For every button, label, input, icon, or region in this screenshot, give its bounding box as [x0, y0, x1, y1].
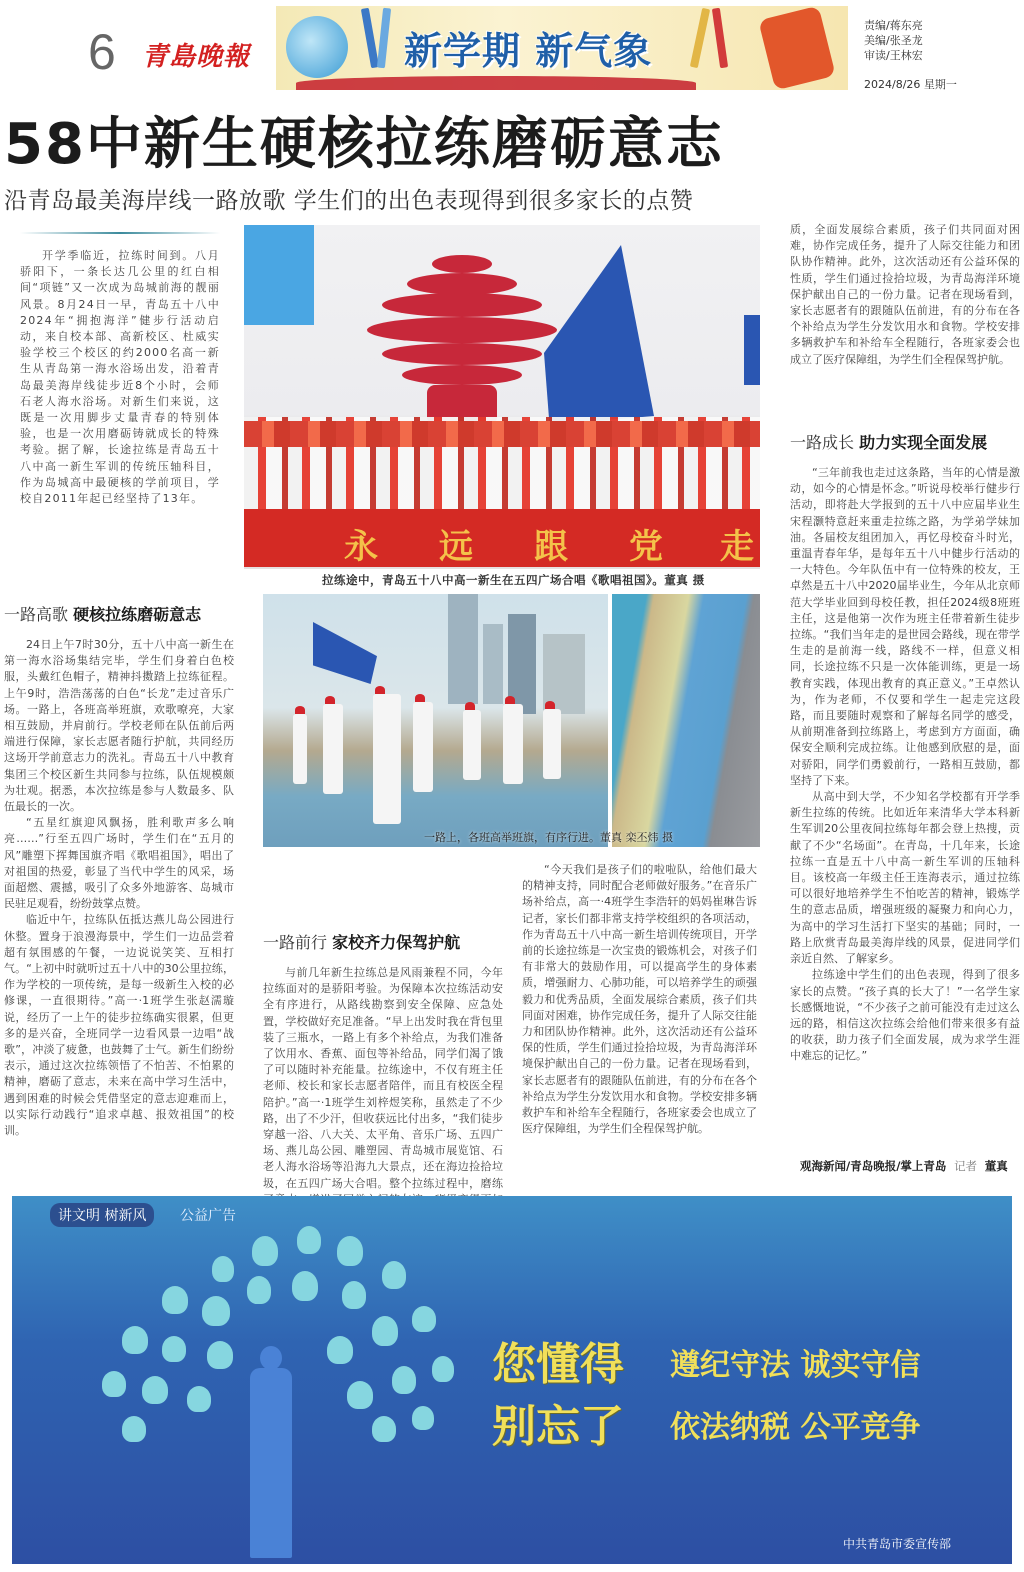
- pencil-icon: [690, 8, 710, 68]
- ad-slogan-big-1: 您懂得: [492, 1339, 624, 1390]
- byline-name: 董真: [984, 1159, 1008, 1173]
- editor-credit: 责编/蒋东亮: [864, 19, 923, 32]
- section-heading-light: 一路前行: [263, 933, 328, 952]
- banner-char: 永: [344, 527, 378, 567]
- byline-role: 记者: [954, 1159, 978, 1173]
- class-flag: [313, 622, 377, 684]
- section-heading-1: [4, 602, 201, 625]
- pencil-icon: [361, 8, 379, 68]
- banner-char: 跟: [534, 527, 568, 567]
- section-heading-light: 一路高歌: [4, 605, 69, 624]
- paragraph: 临近中午，拉练队伍抵达燕儿岛公园进行休整。置身于浪漫海景中，学生们一边品尝着超有氛围感的午餐，一边说说笑笑、互相打气。“上初中时就听过五十八中的30公里拉练，作为学校的一项传统，是每一级新生入校的必修课，一直很期待。”高一·1班学生张赵濡璇说，经历了一上午的徒步拉练确实很累，但更多的是兴奋，全班同学一边看风景一边唱“战歌”，冲淡了疲惫，也鼓舞了士气。新生们纷纷表示，通过这次拉练领悟了不怕苦、不怕累的精神，磨砺了意志，未来在高中学习生活中，遇到困难的时候会凭借坚定的意志迎难而上，以实际行动践行“追求卓越、报效祖国”的校训。: [4, 913, 234, 1138]
- paragraph: 拉练途中学生们的出色表现，得到了很多家长的点赞。“孩子真的长大了！”一名学生家长感慨地说，“不少孩子之前可能没有走过这么远的路，相信这次拉练会给他们带来很多有益的收获，助力孩子们全面发展，成为求学生涯中难忘的记忆。”: [790, 968, 1020, 1063]
- paragraph: 质，全面发展综合素质，孩子们共同面对困难，协作完成任务，提升了人际交往能力和团队协作精神。此外，这次活动还有公益环保的性质，学生们通过捡拾垃圾，为青岛海洋环境保护献出自己的一份力量。记者在现场看到，家长志愿者有的跟随队伍前进，有的分布在各个补给点为学生分发饮用水和食物。学校安排多辆救护车和补给车全程随行，各班家委会也成立了医疗保障组，为学生们全程保驾护航。: [790, 223, 1020, 366]
- section-heading-2: [263, 930, 460, 953]
- flag: [744, 315, 760, 385]
- divider: [20, 232, 220, 234]
- section-banner: [276, 6, 848, 90]
- section-heading-bold: 家校齐力保驾护航: [332, 933, 461, 952]
- person-silhouette-head: [260, 1346, 282, 1370]
- column-4-text: [790, 465, 1020, 1155]
- lead-paragraph: 开学季临近，拉练时间到。八月骄阳下，一条长达几公里的红白相间“项链”又一次成为岛城前海的靓丽风景。8月24日一早，青岛五十八中2024年“拥抱海洋”健步行活动启动，来自校本部、高新校区、杜威实验学校三个校区的约2000名高一新生从青岛第一海水浴场出发，沿着青岛最美海岸线徒步近8个小时，会师石老人海水浴场。对新生们来说，这既是一次用脚步丈量青春的特别体验，也是一次用磨砺铸就成长的特殊考验。据了解，长途拉练是青岛五十八中高一新生军训的传统压轴科目，作为岛城高中最硬核的学前项目，学校自2011年起已经坚持了13年。: [20, 249, 220, 506]
- paragraph: 24日上午7时30分，五十八中高一新生在第一海水浴场集结完毕，学生们身着白色校服，头戴红色帽子，精神抖擞踏上拉练征程。上午9时，浩浩荡荡的白色“长龙”走过音乐广场。一路上，各班高举班旗，欢歌嘹亮，大家相互鼓励，并肩前行。学校老师在队伍前后两端进行保障，家长志愿者随行护航，共同经历这场开学前意志力的洗礼。青岛五十八中教育集团三个校区新生共同参与拉练，队伍规模颇为壮观。据悉，本次拉练是参与人数最多、队伍最长的一次。: [4, 638, 234, 814]
- ad-slogan-big-2: 别忘了: [492, 1401, 624, 1452]
- column-3-text: [522, 862, 757, 1177]
- ad-slogan-small-1: 遵纪守法 诚实守信: [670, 1348, 921, 1383]
- pencil-icon: [377, 8, 391, 69]
- ad-campaign-tag: 讲文明 树新风: [50, 1203, 154, 1227]
- red-banner: [244, 509, 760, 567]
- newspaper-logo: 青島晚報: [142, 42, 251, 72]
- section-heading-3: [790, 430, 987, 453]
- photo1-caption: 拉练途中，青岛五十八中高一新生在五四广场合唱《歌唱祖国》。董真 摄: [322, 573, 705, 587]
- pencil-icon: [712, 8, 728, 69]
- photo-students-marching: [263, 594, 608, 847]
- flag: [244, 225, 314, 325]
- paragraph: 从高中到大学，不少知名学校都有开学季新生拉练的传统。比如近年来清华大学本科新生军训20公里夜间拉练每年都会登上热搜，贡献了不少“名场面”。在青岛，十几年来，长途拉练一直是五十八中高一新生军训的压轴科目。该校高一年级主任王连海表示，通过拉练可以很好地培养学生不怕吃苦的精神，锻炼学生的意志品质，增强班级的凝聚力和向心力，为高中的学习生活打下坚实的基础；同时，一路上欣赏青岛最美海岸线的风景，促进同学们亲近自然、了解家乡。: [790, 790, 1020, 966]
- ribbon-decoration: [296, 76, 696, 90]
- article-subheadline: 沿青岛最美海岸线一路放歌 学生们的出色表现得到很多家长的点赞: [4, 188, 694, 214]
- column-2-text: [263, 965, 503, 1190]
- banner-char: 党: [629, 527, 663, 567]
- person-silhouette: [250, 1368, 292, 1558]
- column-1-text: [4, 637, 234, 1179]
- section-heading-bold: 助力实现全面发展: [859, 433, 988, 452]
- paragraph: “三年前我也走过这条路，当年的心情是激动，如今的心情是怀念。”听说母校举行健步行活动，即将赴大学报到的五十八中应届毕业生宋程灏特意赶来重走拉练之路，为学弟学妹加油。各届校友组团加入，再忆母校奋斗时光，重温青春年华，是每年五十八中健步行活动的一大特色。今年队伍中有一位特殊的校友，王卓然是五十八中2020届毕业生，今年从北京师范大学毕业回到母校任教，担任2024级8班班主任，这是他第一次作为班主任带着新生徒步拉练。“我们当年走的是世园会路线，现在带学生走的是前海一线，路线不一样，但意义相同，长途拉练不只是一次体能训练，更是一场教育实践，体现出教育的真正意义。”王卓然认为，作为老师，不仅要和学生一起走完这段路，而且要随时观察和了解每名同学的感受，从前期准备到拉练路上，考虑到方方面面，确保安全顺利完成拉练。让他感到欣慰的是，面对骄阳，同学们勇毅前行，一路相互鼓励，都坚持了下来。: [790, 466, 1020, 787]
- editor-credit: 美编/张圣龙: [864, 34, 923, 47]
- paragraph: “今天我们是孩子们的啦啦队，给他们最大的精神支持，同时配合老师做好服务。”在音乐广场补给点，高一·4班学生李浩轩的妈妈崔琳告诉记者，家长们都非常支持学校组织的各项活动，作为青岛五十八中高一新生培训传统项目，开学前的长途拉练是一次宝贵的锻炼机会，对孩子们有非常大的鼓励作用，可以提高学生的身体素质，增强耐力、心肺功能，可以培养学生的顽强毅力和优秀品质，全面发展综合素质，孩子们共同面对困难，协作完成任务，提升了人际交往能力和团队协作精神。此外，这次活动还有公益环保的性质，学生们通过捡拾垃圾，为青岛海洋环境保护献出自己的一份力量。记者在现场看到，家长志愿者有的跟随队伍前进，有的分布在各个补给点为学生分发饮用水和食物。学校安排多辆救护车和补给车全程随行，各班家委会也成立了医疗保障组，为学生们全程保驾护航。: [522, 863, 757, 1136]
- ad-slogan-small-2: 依法纳税 公平竞争: [670, 1410, 921, 1445]
- article-lead: [20, 248, 220, 507]
- paragraph: 与前几年新生拉练总是风雨兼程不同，今年拉练面对的是骄阳考验。为保障本次拉练活动安全有序进行，从路线勘察到安全保障、应急处置，学校做好充足准备。“早上出发时我在背包里装了三瓶水，一路上有多个补给点，为我们准备了饮用水、香蕉、面包等补给品，同学们渴了饿了可以随时补充能量。拉练途中，不仅有班主任老师、校长和家长志愿者陪伴，而且有校医全程陪护。”高一·1班学生刘梓煜笑称，虽然走了不少路，出了不少汗，但收获远比付出多，“我们徒步穿越一浴、八大关、太平角、音乐广场、五四广场、燕儿岛公园、雕塑园、青岛城市展览馆、石老人海水浴场等沿海九大景点，还在海边捡拾垃圾，在五四广场大合唱。整个拉练过程中，磨练: [263, 966, 503, 1190]
- editor-credit: 审读/王林宏: [864, 49, 923, 62]
- byline: [800, 1158, 1008, 1174]
- photo2-caption: 一路上，各班高举班旗，有序行进。董真 栾丕炜 摄: [424, 831, 673, 844]
- red-caps-and-flags: [244, 421, 760, 447]
- article-headline: 58中新生硬核拉练磨砺意志: [4, 112, 724, 177]
- schoolbag-icon: [758, 6, 836, 91]
- paragraph: “五星红旗迎风飘扬，胜利歌声多么响亮……”行至五四广场时，学生们在“五月的风”雕塑下挥舞国旗齐唱《歌唱祖国》，唱出了对祖国的热爱，彰显了当代中学生的风采，场面超燃、震撼，吸引了众多外地游客、岛城市民驻足观看，纷纷鼓掌点赞。: [4, 816, 234, 911]
- section-heading-bold: 硬核拉练磨砺意志: [73, 605, 202, 624]
- publication-date: 2024/8/26 星期一: [864, 78, 957, 91]
- banner-title: 新学期 新气象: [404, 29, 653, 73]
- photo-aerial-coastline: [612, 594, 760, 847]
- banner-char: 远: [439, 527, 473, 567]
- page-number: 6: [88, 24, 116, 80]
- byline-source: 观海新闻/青岛晚报/掌上青岛: [800, 1159, 947, 1173]
- globe-icon: [286, 16, 348, 78]
- photo-wusi-square-chorus: [244, 225, 760, 569]
- ad-type-label: 公益广告: [180, 1208, 236, 1224]
- ad-sponsor: 中共青岛市委宣传部: [843, 1537, 952, 1551]
- section-heading-light: 一路成长: [790, 433, 855, 452]
- may-wind-sculpture: [362, 235, 562, 425]
- banner-char: 走: [720, 527, 754, 567]
- editor-credits: [864, 18, 923, 63]
- column-4-continued: [790, 222, 1020, 412]
